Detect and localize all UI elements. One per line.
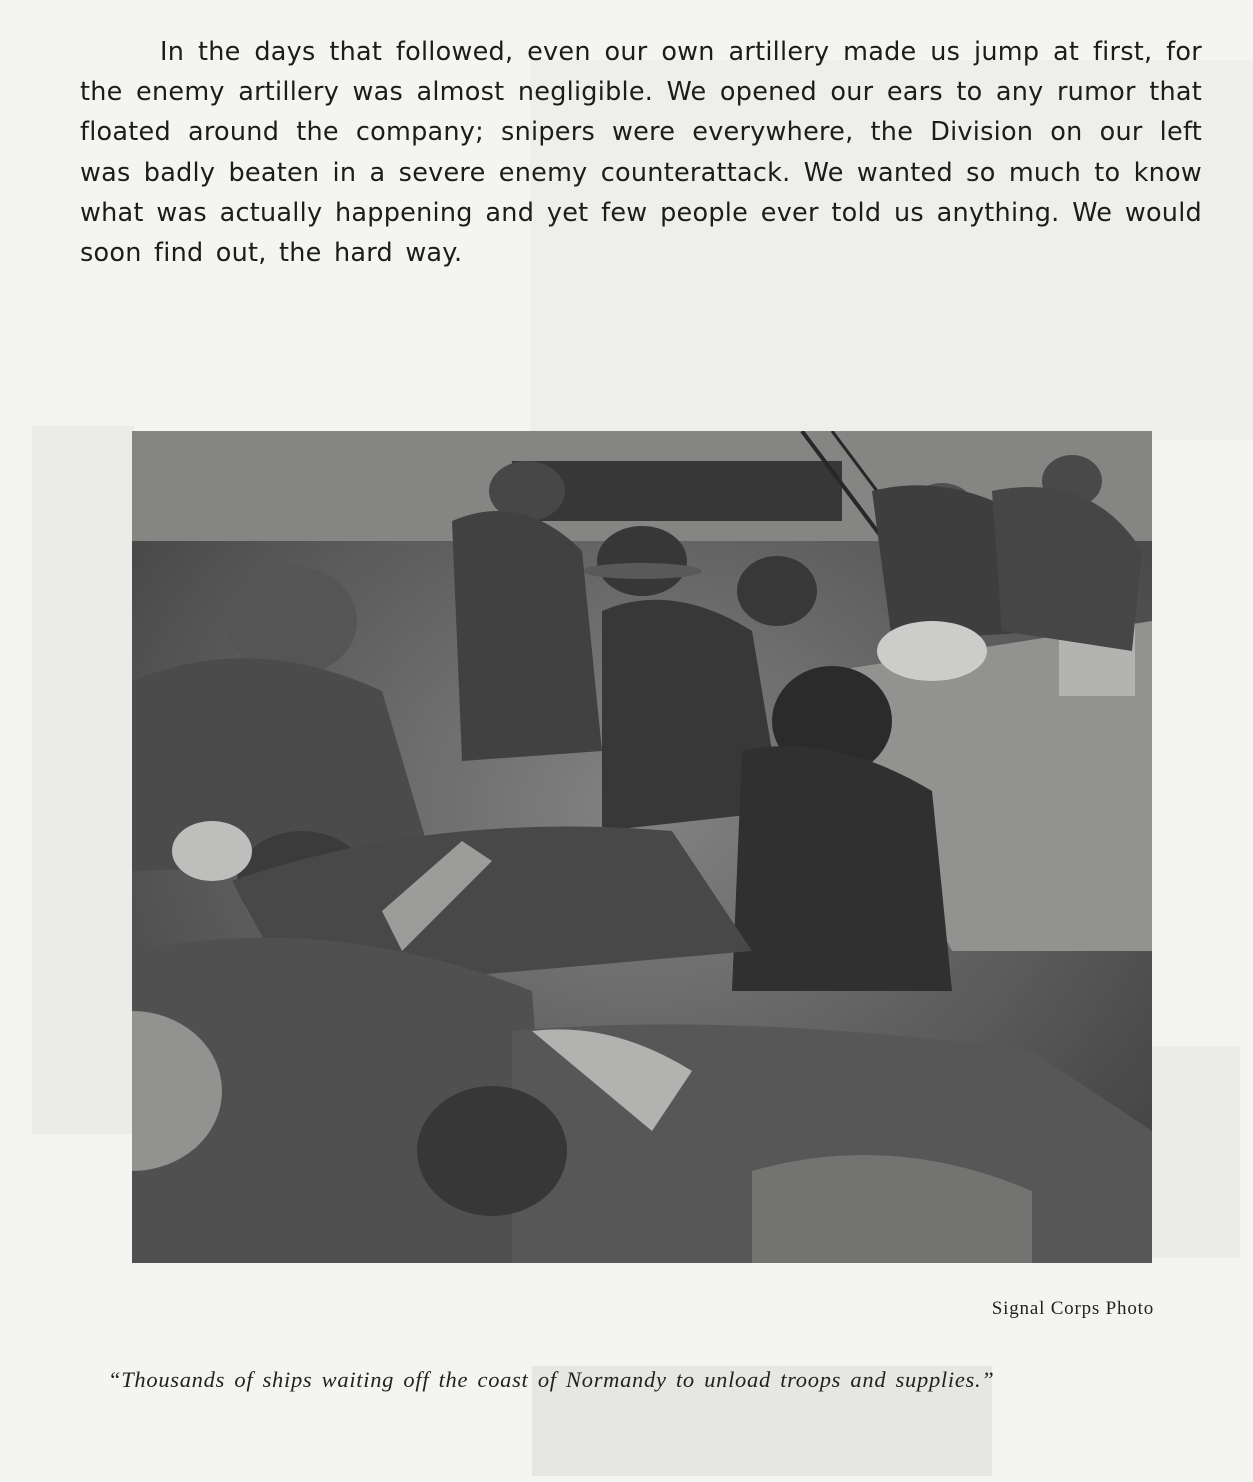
paper-patch-right [1150, 1046, 1240, 1258]
photo-caption: “Thousands of ships waiting off the coast of Normandy to unload troops and supplies.” [108, 1367, 995, 1392]
photo-credit: Signal Corps Photo [991, 1298, 1154, 1319]
article-body [80, 32, 1202, 273]
article-paragraph: In the days that followed, even our own artillery made us jump at first, for the enemy artillery was almost negligible. We opened our ears to any rumor that floated around the company; snipers were everywhere, the Division on our left was badly beaten in a severe enemy counterattack. We wanted so much to know what was actually happening and yet few people ever told us anything. We would soon find out, the hard way. [80, 37, 1202, 269]
photograph-soldiers-on-ship-deck [132, 431, 1152, 1263]
photo-illustration [132, 431, 1152, 1263]
paper-patch-left [32, 426, 134, 1134]
